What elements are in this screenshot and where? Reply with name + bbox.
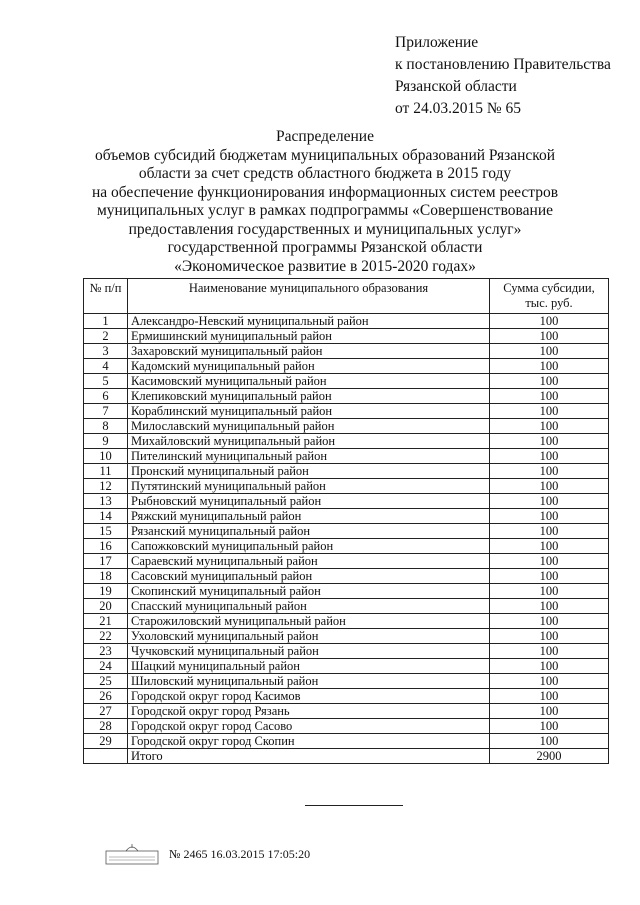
table-row [84, 599, 609, 614]
subsidy-table [83, 278, 609, 764]
total-label: Итого [128, 749, 490, 764]
row-num: 2 [84, 329, 128, 344]
table-row [84, 359, 609, 374]
row-num: 10 [84, 449, 128, 464]
table-row [84, 524, 609, 539]
row-sum: 100 [490, 554, 609, 569]
header-sum: Сумма субсидии, тыс. руб. [490, 279, 609, 314]
row-sum: 100 [490, 614, 609, 629]
table-row [84, 554, 609, 569]
row-name: Александро-Невский муниципальный район [128, 314, 490, 329]
registration-footer [105, 843, 310, 865]
table-row [84, 329, 609, 344]
row-num: 7 [84, 404, 128, 419]
row-sum: 100 [490, 464, 609, 479]
table-row [84, 344, 609, 359]
table-row [84, 539, 609, 554]
registration-number: № 2465 16.03.2015 17:05:20 [169, 846, 311, 861]
table-row [84, 569, 609, 584]
title-line: на обеспечение функционирования информационных систем реестров [91, 183, 559, 201]
table-row [84, 614, 609, 629]
row-name: Ермишинский муниципальный район [128, 329, 490, 344]
row-name: Касимовский муниципальный район [128, 374, 490, 389]
appendix-title: Приложение [395, 34, 479, 51]
row-num: 23 [84, 644, 128, 659]
table-row [84, 464, 609, 479]
document-title [60, 128, 590, 276]
row-num: 28 [84, 719, 128, 734]
row-name: Кораблинский муниципальный район [128, 404, 490, 419]
row-sum: 100 [490, 584, 609, 599]
row-name: Шиловский муниципальный район [128, 674, 490, 689]
row-sum: 100 [490, 479, 609, 494]
title-line: предоставления государственных и муниципальных услуг» [128, 220, 522, 238]
table-row [84, 629, 609, 644]
row-sum: 100 [490, 389, 609, 404]
row-sum: 100 [490, 704, 609, 719]
total-sum: 2900 [490, 749, 609, 764]
row-name: Михайловский муниципальный район [128, 434, 490, 449]
table-row [84, 314, 609, 329]
row-name: Пителинский муниципальный район [128, 449, 490, 464]
table-row [84, 659, 609, 674]
row-num: 17 [84, 554, 128, 569]
row-sum: 100 [490, 674, 609, 689]
government-seal-icon [105, 843, 159, 865]
table-row [84, 479, 609, 494]
row-name: Путятинский муниципальный район [128, 479, 490, 494]
row-name: Рязанский муниципальный район [128, 524, 490, 539]
header-name: Наименование муниципального образования [128, 279, 490, 314]
row-name: Городской округ город Сасово [128, 719, 490, 734]
row-name: Милославский муниципальный район [128, 419, 490, 434]
appendix-date: от 24.03.2015 № 65 [395, 100, 521, 117]
table-row [84, 719, 609, 734]
row-name: Захаровский муниципальный район [128, 344, 490, 359]
table-row [84, 734, 609, 749]
table-row [84, 404, 609, 419]
row-num: 13 [84, 494, 128, 509]
row-sum: 100 [490, 569, 609, 584]
row-num: 27 [84, 704, 128, 719]
table-row [84, 389, 609, 404]
row-num: 29 [84, 734, 128, 749]
row-sum: 100 [490, 404, 609, 419]
row-name: Чучковский муниципальный район [128, 644, 490, 659]
row-name: Городской округ город Рязань [128, 704, 490, 719]
row-sum: 100 [490, 524, 609, 539]
table-row [84, 494, 609, 509]
table-row [84, 374, 609, 389]
row-num: 14 [84, 509, 128, 524]
row-sum: 100 [490, 734, 609, 749]
row-name: Городской округ город Скопин [128, 734, 490, 749]
row-num: 11 [84, 464, 128, 479]
table-row [84, 674, 609, 689]
table-row [84, 689, 609, 704]
row-sum: 100 [490, 689, 609, 704]
row-sum: 100 [490, 314, 609, 329]
row-sum: 100 [490, 509, 609, 524]
table-row [84, 509, 609, 524]
table-row [84, 434, 609, 449]
row-num: 8 [84, 419, 128, 434]
row-name: Скопинский муниципальный район [128, 584, 490, 599]
row-name: Шацкий муниципальный район [128, 659, 490, 674]
row-name: Сараевский муниципальный район [128, 554, 490, 569]
row-name: Старожиловский муниципальный район [128, 614, 490, 629]
table-header-row [84, 279, 609, 314]
title-line: муниципальных услуг в рамках подпрограммы «Совершенствование [96, 202, 554, 219]
row-num: 6 [84, 389, 128, 404]
row-sum: 100 [490, 644, 609, 659]
row-sum: 100 [490, 659, 609, 674]
row-name: Спасский муниципальный район [128, 599, 490, 614]
table-row [84, 449, 609, 464]
row-num: 18 [84, 569, 128, 584]
row-num: 21 [84, 614, 128, 629]
row-num: 26 [84, 689, 128, 704]
row-num: 5 [84, 374, 128, 389]
title-line: объемов субсидий бюджетам муниципальных образований Рязанской [94, 146, 556, 164]
appendix-block [395, 32, 611, 120]
row-sum: 100 [490, 419, 609, 434]
row-num: 16 [84, 539, 128, 554]
row-name: Кадомский муниципальный район [128, 359, 490, 374]
row-sum: 100 [490, 539, 609, 554]
row-name: Рыбновский муниципальный район [128, 494, 490, 509]
table-row [84, 419, 609, 434]
table-body [84, 314, 609, 764]
title-line: Распределение [276, 128, 374, 145]
row-num: 24 [84, 659, 128, 674]
row-sum: 100 [490, 629, 609, 644]
row-sum: 100 [490, 329, 609, 344]
row-name: Ряжский муниципальный район [128, 509, 490, 524]
row-num: 9 [84, 434, 128, 449]
appendix-resolution: к постановлению Правительства [395, 56, 611, 73]
row-num: 25 [84, 674, 128, 689]
row-sum: 100 [490, 359, 609, 374]
row-sum: 100 [490, 494, 609, 509]
row-num: 22 [84, 629, 128, 644]
total-num [84, 749, 128, 764]
row-name: Сапожковский муниципальный район [128, 539, 490, 554]
total-row [84, 749, 609, 764]
row-num: 19 [84, 584, 128, 599]
row-num: 15 [84, 524, 128, 539]
row-sum: 100 [490, 374, 609, 389]
row-num: 3 [84, 344, 128, 359]
row-sum: 100 [490, 344, 609, 359]
row-name: Городской округ город Касимов [128, 689, 490, 704]
row-sum: 100 [490, 449, 609, 464]
row-num: 1 [84, 314, 128, 329]
row-name: Сасовский муниципальный район [128, 569, 490, 584]
row-name: Клепиковский муниципальный район [128, 389, 490, 404]
table-row [84, 704, 609, 719]
table-row [84, 644, 609, 659]
row-sum: 100 [490, 599, 609, 614]
row-num: 4 [84, 359, 128, 374]
row-name: Ухоловский муниципальный район [128, 629, 490, 644]
row-name: Пронский муниципальный район [128, 464, 490, 479]
header-num: № п/п [84, 279, 128, 314]
row-sum: 100 [490, 434, 609, 449]
row-num: 12 [84, 479, 128, 494]
closing-rule [305, 805, 403, 806]
title-line: государственной программы Рязанской области [167, 239, 483, 256]
table-row [84, 584, 609, 599]
title-line: «Экономическое развитие в 2015-2020 годах» [174, 257, 476, 275]
title-line: области за счет средств областного бюджета в 2015 году [138, 165, 512, 182]
row-sum: 100 [490, 719, 609, 734]
row-num: 20 [84, 599, 128, 614]
appendix-region: Рязанской области [395, 78, 517, 95]
